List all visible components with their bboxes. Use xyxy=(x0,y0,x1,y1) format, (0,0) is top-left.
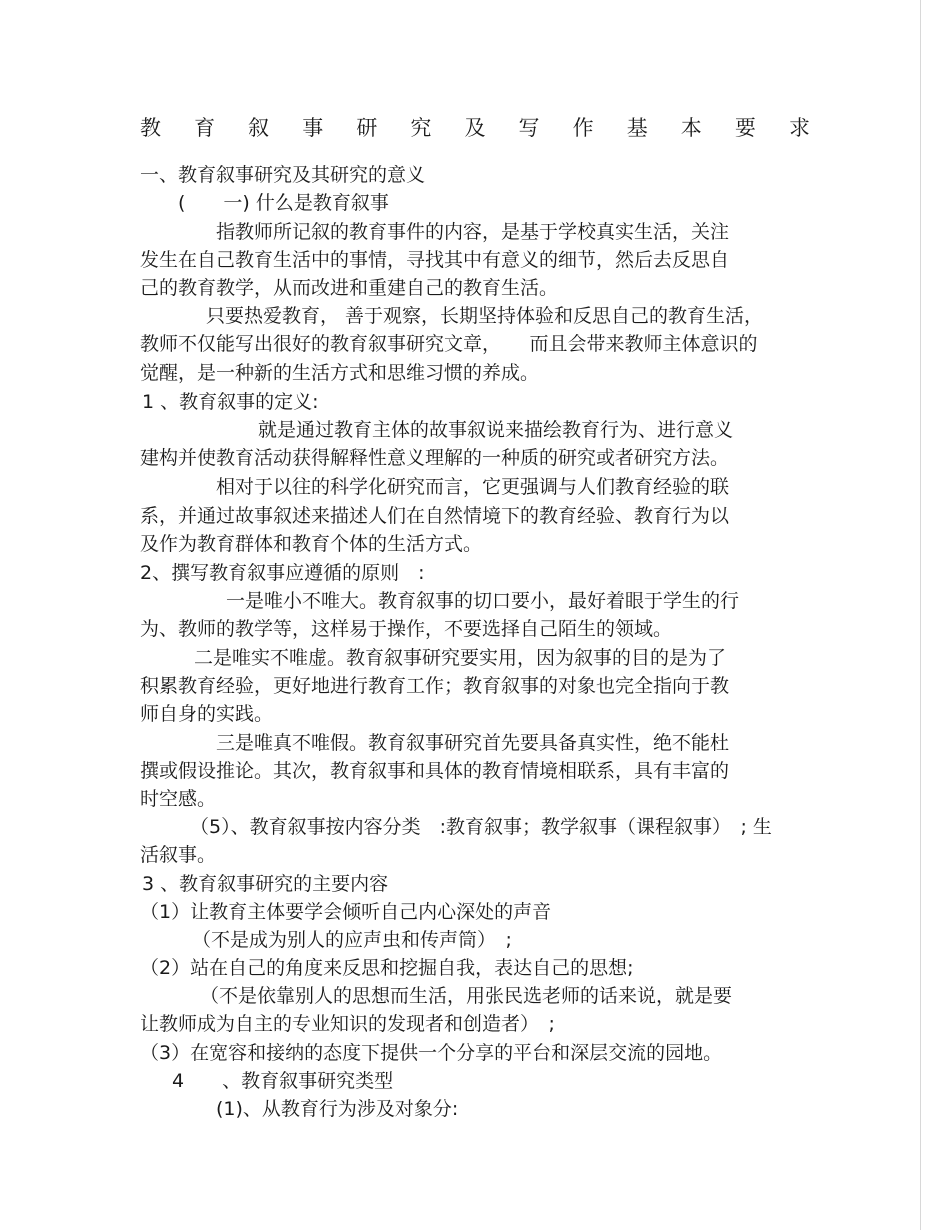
paragraph-line: 及作为教育群体和教育个体的生活方式。 xyxy=(140,533,483,555)
paragraph-line: 就是通过教育主体的故事叙说来描绘教育行为、进行意义 xyxy=(258,419,734,441)
paragraph-line: 一是唯小不唯大。教育叙事的切口要小，最好着眼于学生的行 xyxy=(226,590,740,612)
paragraph-line: 积累教育经验，更好地进行教育工作；教育叙事的对象也完全指向于教 xyxy=(140,675,730,697)
title-char: 叙 xyxy=(248,116,270,140)
list-item: （3）在宽容和接纳的态度下提供一个分享的平台和深层交流的园地。 xyxy=(140,1042,723,1064)
paragraph-line: 相对于以往的科学化研究而言，它更强调与人们教育经验的联 xyxy=(216,476,730,498)
title-char: 求 xyxy=(788,116,810,140)
title-char: 基 xyxy=(626,116,648,140)
document-title xyxy=(140,114,810,142)
subsection-heading: ( 一) 什么是教育叙事 xyxy=(178,192,389,214)
paragraph-line: 教师不仅能写出很好的教育叙事研究文章， 而且会带来教师主体意识的 xyxy=(140,333,758,355)
title-char: 事 xyxy=(302,116,324,140)
title-char: 研 xyxy=(356,116,378,140)
title-char: 本 xyxy=(680,116,702,140)
paragraph-line: 发生在自己教育生活中的事情，寻找其中有意义的细节，然后去反思自 xyxy=(140,249,730,271)
list-item-note: 让教师成为自主的专业知识的发现者和创造者） ; xyxy=(140,1013,555,1035)
title-char: 及 xyxy=(464,116,486,140)
numbered-heading: 2、撰写教育叙事应遵循的原则 : xyxy=(140,562,425,584)
paragraph-line: 为、教师的教学等，这样易于操作，不要选择自己陌生的领域。 xyxy=(140,618,673,640)
paragraph-line: 觉醒，是一种新的生活方式和思维习惯的养成。 xyxy=(140,362,540,384)
list-item-note: （不是依靠别人的思想而生活，用张民选老师的话来说，就是要 xyxy=(200,985,733,1007)
paragraph-line: 活叙事。 xyxy=(140,844,217,866)
paragraph-line: 三是唯真不唯假。教育叙事研究首先要具备真实性，绝不能杜 xyxy=(216,732,730,754)
paragraph-line: 撰或假设推论。其次，教育叙事和具体的教育情境相联系，具有丰富的 xyxy=(140,760,730,782)
section-heading: 一、教育叙事研究及其研究的意义 xyxy=(140,164,426,186)
list-item: （2）站在自己的角度来反思和挖掘自我，表达自己的思想; xyxy=(140,957,634,979)
paragraph-line: 只要热爱教育， 善于观察，长期坚持体验和反思自己的教育生活， xyxy=(206,305,764,327)
title-char: 究 xyxy=(410,116,432,140)
title-char: 要 xyxy=(734,116,756,140)
paragraph-line: 时空感。 xyxy=(140,788,217,810)
paragraph-line: 指教师所记叙的教育事件的内容，是基于学校真实生活，关注 xyxy=(216,221,730,243)
list-item-note: （不是成为别人的应声虫和传声筒） ; xyxy=(192,929,512,951)
paragraph-line: 建构并使教育活动获得解释性意义理解的一种质的研究或者研究方法。 xyxy=(140,447,730,469)
title-char: 写 xyxy=(518,116,540,140)
numbered-heading: 1 、教育叙事的定义: xyxy=(142,391,319,413)
numbered-heading: 4 、教育叙事研究类型 xyxy=(172,1070,394,1092)
paragraph-line: （5）、教育叙事按内容分类 :教育叙事；教学叙事（课程叙事） ; 生 xyxy=(190,816,772,838)
paragraph-line: 师自身的实践。 xyxy=(140,703,274,725)
paragraph-line: 己的教育教学，从而改进和重建自己的教育生活。 xyxy=(140,277,559,299)
page-edge-divider xyxy=(920,0,921,1230)
title-char: 作 xyxy=(572,116,594,140)
numbered-heading: 3 、教育叙事研究的主要内容 xyxy=(142,873,389,895)
paragraph-line: 系，并通过故事叙述来描述人们在自然情境下的教育经验、教育行为以 xyxy=(140,505,730,527)
paragraph-line: 二是唯实不唯虚。教育叙事研究要实用，因为叙事的目的是为了 xyxy=(194,647,727,669)
list-item: （1）让教育主体要学会倾听自己内心深处的声音 xyxy=(140,901,552,923)
title-char: 育 xyxy=(194,116,216,140)
title-char: 教 xyxy=(140,116,161,140)
list-item: (1)、从教育行为涉及对象分: xyxy=(216,1098,459,1120)
